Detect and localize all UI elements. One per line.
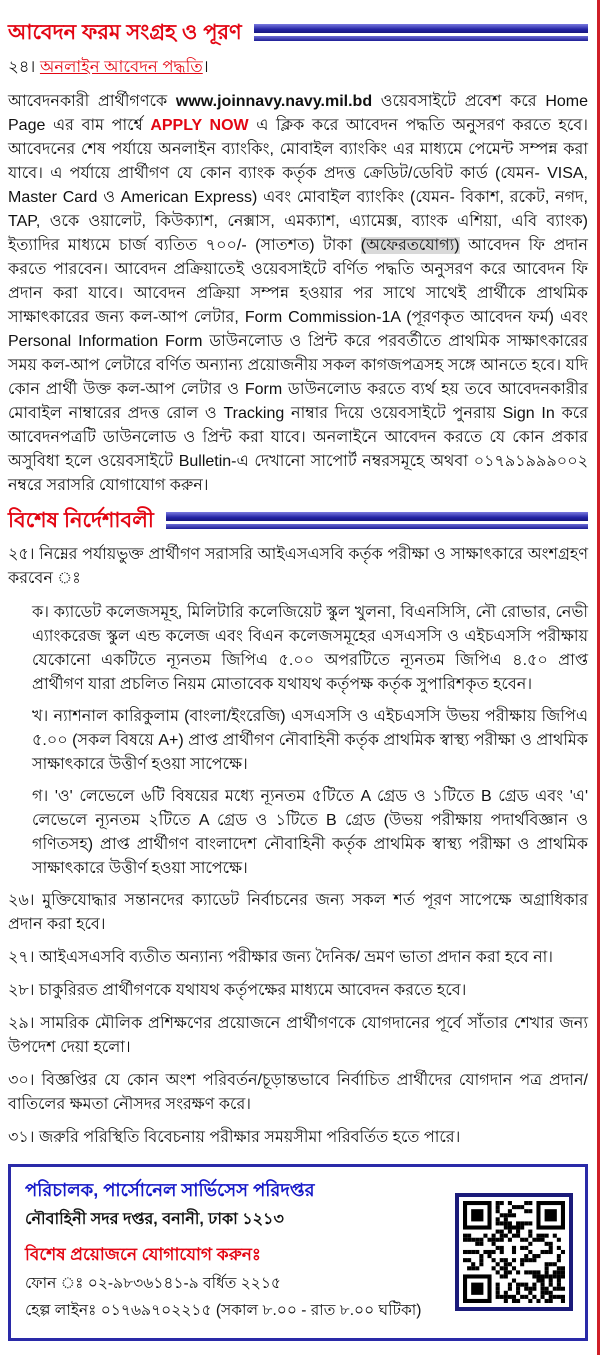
item-number: ৩০। [8,1072,35,1090]
sub-item-text: ক্যাডেট কলেজসমূহ, মিলিটারি কলেজিয়েট স্কুল খুলনা, বিএনসিসি, নৌ রোভার, নেভী এ্যাংকরেজ স্কুল এন্ড কলেজ এবং বিএন কলেজসমূহের এসএসসি ও এইচএসসি পরীক্ষায় যেকোনো একটিতে ন্যূনতম জিপিএ ৫.০০ অপরটিতে ন্যূনতম জিপিএ ৪.৫০ প্রাপ্ত প্রার্থীগণ যারা প্রচলিত নিয়ম মোতাবেক যথাযথ কর্তৃপক্ষ কর্তৃক সুপারিশকৃত হবেন। [32,604,588,694]
item-number: ৩১। [8,1129,35,1147]
section-title-application-form: আবেদন ফরম সংগ্রহ ও পূরণ [8,21,242,44]
paragraph-text: ওয়েবসাইটে প্রবেশ করে Home Page এর বাম পার্শ্বে [8,92,588,134]
item-25-number: ২৫। [8,546,35,564]
paragraph-text: আবেদনকারী প্রার্থীগণকে [8,92,176,110]
website-url: www.joinnavy.navy.mil.bd [175,92,373,110]
sub-item-text: 'ও' লেভেলে ৬টি বিষয়ের মধ্যে ন্যূনতম ৫টিতে A গ্রেড ও ১টিতে B গ্রেড এবং 'এ' লেভেলে ন্যূনতম ২টিতে A গ্রেড ও ১টিতে B গ্রেড (উভয় পরীক্ষায় পদার্থবিজ্ঞান ও গণিতসহ) প্রাপ্ত প্রার্থীগণ বাংলাদেশ নৌবাহিনী কর্তৃক প্রাথমিক স্বাস্থ্য পরীক্ষা ও প্রাথমিক সাক্ষাৎকারে উত্তীর্ণ হওয়া সাপেক্ষে। [32,788,588,878]
item-31 [8,1126,588,1150]
section-title-special-instructions: বিশেষ নির্দেশাবলী [8,508,154,532]
item-text: মুক্তিযোদ্ধার সন্তানদের ক্যাডেট নির্বাচনের জন্য সকল শর্ত পূরণ সাপেক্ষে অগ্রাধিকার প্রদান করা হবে। [8,892,588,934]
sub-item-text: ন্যাশনাল কারিকুলাম (বাংলা/ইংরেজি) এসএসসি ও এইচএসসি উভয় পরীক্ষায় জিপিএ ৫.০০ (সকল বিষয়ে A+) প্রাপ্ত প্রার্থীগণ নৌবাহিনী কর্তৃক প্রাথমিক স্বাস্থ্য পরীক্ষা ও প্রাথমিক সাক্ষাৎকারে উত্তীর্ণ হওয়া সাপেক্ষে। [32,708,588,774]
item-25 [8,543,588,591]
item-text: সামরিক মৌলিক প্রশিক্ষণের প্রয়োজনে প্রার্থীগণকে যোগদানের পূর্বে সাঁতার শেখার জন্য উপদেশ দেয়া হলো। [8,1015,588,1057]
item-25-sub-ga [32,785,588,881]
item-text: জরুরি পরিস্থিতি বিবেচনায় পরীক্ষার সময়সীমা পরিবর্তিত হতে পারে। [38,1129,461,1147]
item-25-text: নিম্নের পর্যায়ভুক্ত প্রার্থীগণ সরাসরি আইএসএসবি কর্তৃক পরীক্ষা ও সাক্ষাৎকারে অংশগ্রহণ করবেন ঃ [8,546,589,588]
paragraph-text: এ ক্লিক করে আবেদন পদ্ধতি অনুসরণ করতে হবে। আবেদনের শেষ পর্যায়ে অনলাইন ব্যাংকিং, মোবাইল ব্যাংকিং এর মাধ্যমে পেমেন্ট সম্পন্ন করা যাবে। এ পর্যায়ে প্রার্থীগণ যে কোন ব্যাংক কর্তৃক প্রদত্ত ক্রেডিট/ডেবিট কার্ড (যেমন- VISA, Master Card ও American Express) এবং মোবাইল ব্যাংকিং (যেমন- বিকাশ, রকেট, নগদ, TAP, ওকে ওয়ালেট, কিউক্যাশ, নেক্সাস, এমক্যাশ, এ্যামেক্স, ব্যাংক এশিয়া, এবি ব্যাংক) ইত্যাদির মাধ্যমে চার্জ ব্যতিত ৭০০/- (সাতশত) টাকা [8,116,588,254]
phone-number-line: ফোন ঃ ০২-৯৮৩৬১৪১-৯ বর্ধিত ২২১৫ [25,1274,281,1292]
headquarters-address: নৌবাহিনী সদর দপ্তর, বনানী, ঢাকা ১২১৩ [25,1211,284,1229]
apply-now-text: APPLY NOW [150,116,249,134]
item-26 [8,889,588,937]
sub-item-label: ক। [32,604,49,622]
item-29 [8,1012,588,1060]
item-24-paragraph [8,90,588,498]
page-edge-line [597,0,600,1355]
contact-heading: বিশেষ প্রয়োজনে যোগাযোগ করুনঃ [25,1245,261,1265]
contact-text-block [25,1177,421,1326]
item-25-sub-ka [32,601,588,697]
item-number: ২৭। [8,949,35,967]
item-text: আইএসএসবি ব্যতীত অন্যান্য পরীক্ষার জন্য দৈনিক/ ভ্রমণ ভাতা প্রদান করা হবে না। [38,949,553,967]
director-title: পরিচালক, পার্সোনেল সার্ভিসেস পরিদপ্তর [25,1180,315,1201]
decorative-double-rule [166,512,588,529]
rule-bar-top [254,24,588,33]
item-text: চাকুরিরত প্রার্থীগণকে যথাযথ কর্তৃপক্ষের মাধ্যমে আবেদন করতে হবে। [38,982,467,1000]
item-28 [8,979,588,1003]
item-number: ২৮। [8,982,35,1000]
item-24-heading [8,55,588,80]
contact-box [8,1164,588,1341]
section-header-special-instructions [8,508,588,533]
decorative-double-rule [254,24,588,41]
non-refundable-highlight: (অফেরতযোগ্য) [360,236,460,254]
sub-item-label: গ। [32,788,49,806]
item-25-sub-kha [32,705,588,777]
item-24-title-end: । [202,58,209,77]
item-30 [8,1069,588,1117]
helpline-number-line: হেল্প লাইনঃ ০১৭৬৯৭০২২১৫ (সকাল ৮.০০ - রাত ৮.০০ ঘটিকা) [25,1301,422,1319]
qr-code [455,1193,573,1311]
item-number: ২৬। [8,892,35,910]
item-24-number: ২৪। [8,58,36,77]
sub-item-label: খ। [32,708,49,726]
rule-bar-top [166,512,588,521]
item-27 [8,946,588,970]
section-header-application-form [8,20,588,45]
rule-bar-bottom [166,524,588,529]
qr-code-pattern [463,1201,565,1303]
item-text: বিজ্ঞপ্তির যে কোন অংশ পরিবর্তন/চূড়ান্তভাবে নির্বাচিত প্রার্থীদের যোগদান পত্র প্রদান/বাতিলের ক্ষমতা নৌসদর সংরক্ষণ করে। [8,1072,588,1114]
item-24-title: অনলাইন আবেদন পদ্ধতি [39,58,203,77]
rule-bar-bottom [254,36,588,41]
paragraph-text: আবেদন ফি প্রদান করতে পারবেন। আবেদন প্রক্রিয়াতেই ওয়েবসাইটে বর্ণিত পদ্ধতি অনুসরণ করে আবেদন ফি প্রদান করা যাবে। আবেদন প্রক্রিয়া সম্পন্ন হওয়ার পর সাথে সাথেই প্রার্থীকে প্রাথমিক সাক্ষাৎকারের জন্য কল-আপ লেটার, Form Commission-1A (পূরণকৃত আবেদন ফর্ম) এবং Personal Information Form ডাউনলোড ও প্রিন্ট করে পরবর্তীতে প্রাথমিক সাক্ষাৎকারের সময় কল-আপ লেটারে বর্ণিত অন্যান্য প্রয়োজনীয় সকল কাগজপত্রসহ সঙ্গে আনতে হবে। যদি কোন প্রার্থী উক্ত কল-আপ লেটার ও Form ডাউনলোড করতে ব্যর্থ হয় তবে আবেদনকারীর মোবাইল নাম্বারের প্রদত্ত রোল ও Tracking নাম্বার দিয়ে ওয়েবসাইটে পুনরায় Sign In করে আবেদনপত্রটি ডাউনলোড ও প্রিন্ট করা যাবে। অনলাইনে আবেদন করতে যে কোন প্রকার অসুবিধা হলে ওয়েবসাইটে Bulletin-এ দেখানো সাপোর্ট নম্বরসমূহে অথবা ০১৭৯১৯৯৯০০২ নম্বরে সরাসরি যোগাযোগ করুন। [8,236,588,494]
item-number: ২৯। [8,1015,35,1033]
